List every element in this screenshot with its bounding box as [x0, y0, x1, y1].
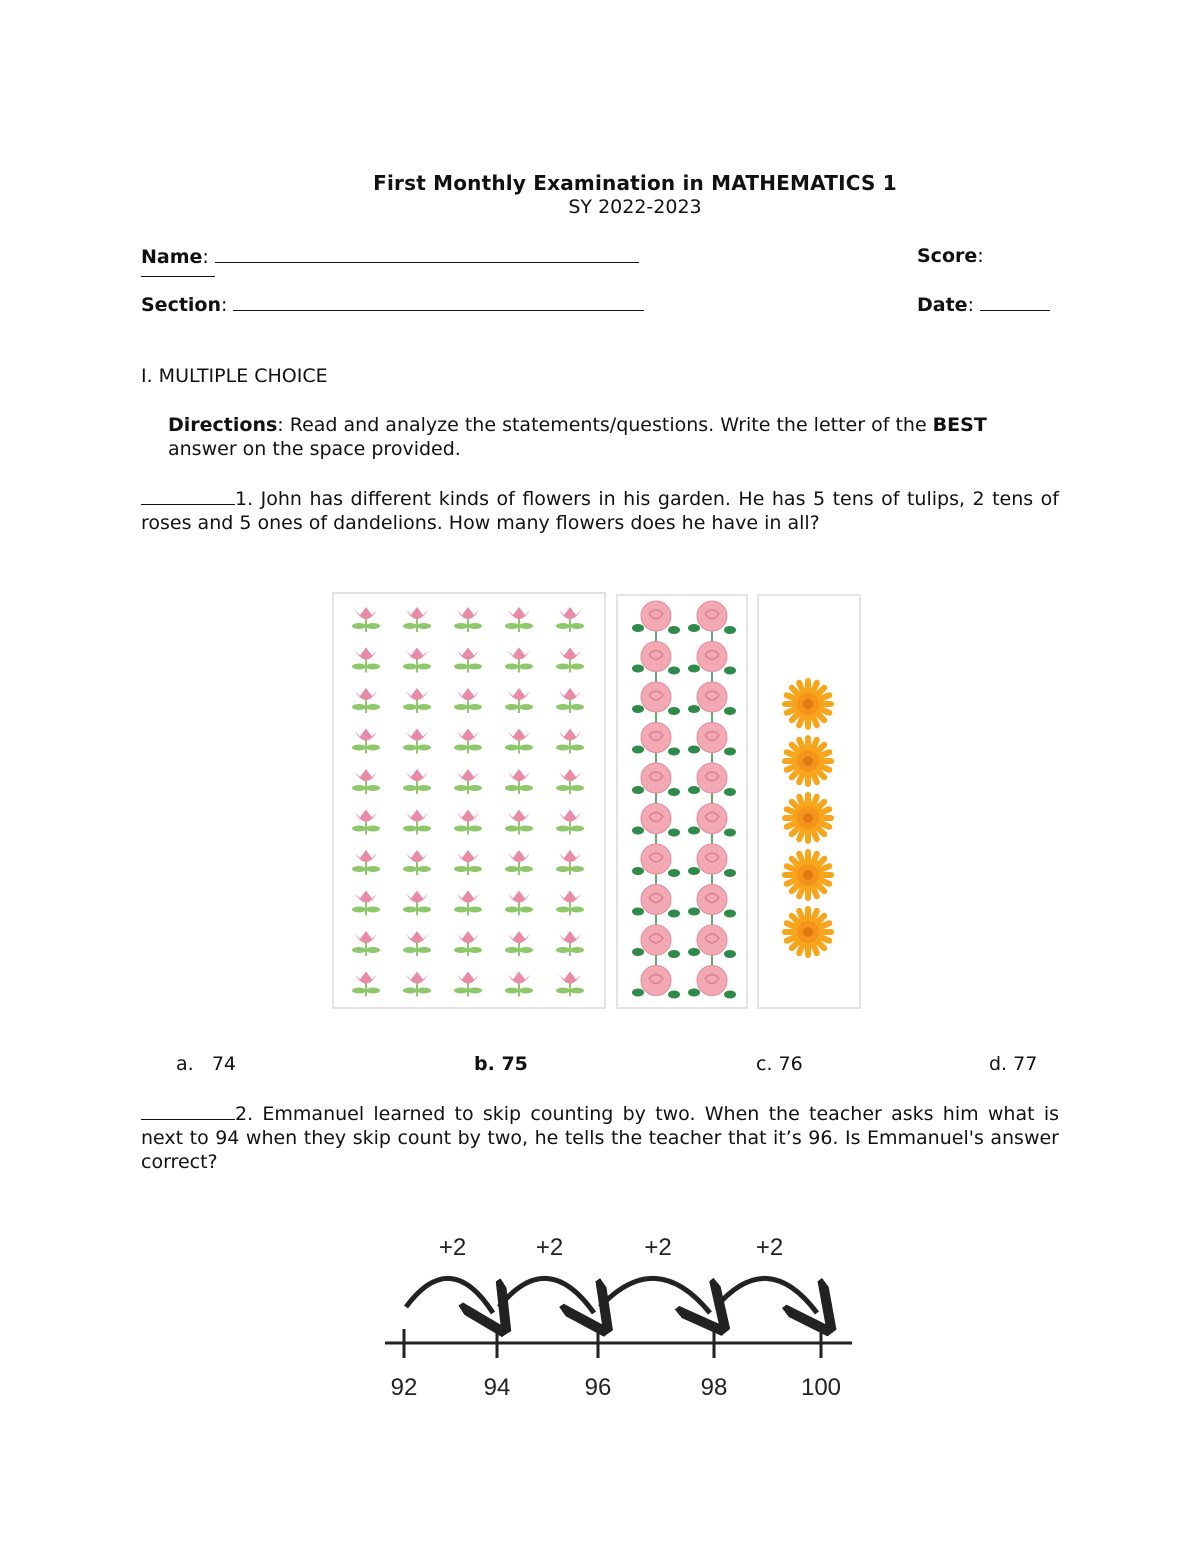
- jump-arrow: [406, 1278, 493, 1313]
- tulip: [556, 769, 584, 794]
- choice-d-letter: d.: [989, 1053, 1008, 1075]
- rose: [632, 682, 680, 715]
- tulip: [403, 648, 431, 673]
- tulip: [403, 607, 431, 632]
- jump-label: +2: [535, 1234, 564, 1261]
- answer-blank-1[interactable]: [141, 487, 235, 505]
- tulip: [352, 931, 380, 956]
- school-year: SY 2022-2023: [568, 196, 702, 218]
- rose: [632, 885, 680, 918]
- jump-arrow: [716, 1278, 817, 1313]
- date-label: Date: [917, 294, 968, 316]
- tulip: [403, 931, 431, 956]
- date-colon: :: [967, 294, 974, 316]
- tulip: [454, 729, 482, 754]
- tulip: [352, 810, 380, 835]
- rose: [632, 966, 680, 999]
- tulip: [556, 688, 584, 713]
- choice-b-letter: b.: [474, 1053, 495, 1075]
- rose: [688, 925, 736, 958]
- tulip: [352, 972, 380, 997]
- rose: [632, 601, 680, 634]
- jump-arrow: [600, 1278, 710, 1313]
- tulip: [556, 607, 584, 632]
- tulip: [352, 891, 380, 916]
- tulip: [454, 931, 482, 956]
- section-field: [141, 293, 644, 316]
- rose: [688, 601, 736, 634]
- roses-figure: [618, 596, 746, 1007]
- exam-title: First Monthly Examination in MATHEMATICS 1: [373, 171, 897, 195]
- dandelion: [785, 909, 831, 955]
- tulip: [556, 972, 584, 997]
- answer-blank-2[interactable]: [141, 1102, 235, 1120]
- tulip: [505, 850, 533, 875]
- tulip: [454, 891, 482, 916]
- tulip: [403, 891, 431, 916]
- rose: [688, 966, 736, 999]
- dandelion-panel: [757, 594, 861, 1009]
- tulip: [454, 688, 482, 713]
- number-line-figure: [370, 1225, 870, 1410]
- tulip: [403, 850, 431, 875]
- tulip: [556, 931, 584, 956]
- tulip: [556, 648, 584, 673]
- question-1: [141, 487, 1059, 535]
- rose: [688, 763, 736, 796]
- rose: [688, 844, 736, 877]
- rose: [632, 804, 680, 837]
- choice-c-value: 76: [778, 1053, 803, 1075]
- tulip: [403, 810, 431, 835]
- score-label: Score: [917, 245, 978, 267]
- tulip: [454, 648, 482, 673]
- section-colon: :: [221, 294, 228, 316]
- tick-label: 92: [390, 1374, 418, 1401]
- score-line[interactable]: [141, 276, 215, 277]
- question-2-text: Emmanuel learned to skip counting by two. When the teacher asks him what is next to 94 when they skip count by two, he tells the teacher that it’s 96. Is Emmanuel's answer correct?: [141, 1103, 1059, 1173]
- dandelions-figure: [759, 596, 859, 1007]
- tulip: [454, 769, 482, 794]
- choice-a-letter: a.: [176, 1053, 194, 1075]
- tulip: [352, 729, 380, 754]
- choice-c-letter: c.: [756, 1053, 773, 1075]
- tulip: [556, 891, 584, 916]
- question-2: [141, 1102, 1059, 1174]
- tick-label: 98: [700, 1374, 728, 1401]
- name-field: [141, 245, 639, 268]
- name-line[interactable]: [215, 245, 639, 263]
- directions-label: Directions: [168, 414, 278, 436]
- rose: [632, 723, 680, 756]
- question-2-number: 2.: [235, 1103, 254, 1125]
- name-label: Name: [141, 246, 203, 268]
- choice-d[interactable]: [989, 1053, 1037, 1075]
- rose: [688, 682, 736, 715]
- tulips-figure: [334, 594, 604, 1007]
- jump-label: +2: [755, 1234, 784, 1261]
- tulip: [352, 607, 380, 632]
- rose: [632, 925, 680, 958]
- part-heading: I. MULTIPLE CHOICE: [141, 365, 328, 387]
- tulip: [556, 810, 584, 835]
- tulip: [403, 769, 431, 794]
- question-1-text: John has different kinds of flowers in his garden. He has 5 tens of tulips, 2 tens of roses and 5 ones of dandelions. How many flowers does he have in all?: [141, 488, 1059, 534]
- rose: [688, 723, 736, 756]
- rose: [688, 885, 736, 918]
- score-field: [917, 245, 984, 267]
- tulip: [505, 729, 533, 754]
- tulip: [556, 850, 584, 875]
- tulip: [454, 850, 482, 875]
- question-1-number: 1.: [235, 488, 254, 510]
- tulip: [505, 891, 533, 916]
- jump-arrow: [499, 1278, 594, 1313]
- tulip: [352, 850, 380, 875]
- jump-label: +2: [438, 1234, 467, 1261]
- tick-label: 96: [584, 1374, 612, 1401]
- tulip: [403, 688, 431, 713]
- choice-b[interactable]: [474, 1053, 528, 1075]
- date-field: [917, 293, 1050, 316]
- choice-d-value: 77: [1013, 1053, 1038, 1075]
- rose-panel: [616, 594, 748, 1009]
- tulip: [505, 607, 533, 632]
- tulip: [505, 688, 533, 713]
- tulip-panel: [332, 592, 606, 1009]
- tulip: [505, 648, 533, 673]
- choice-a-value: 74: [211, 1053, 236, 1075]
- choice-c[interactable]: [756, 1053, 803, 1075]
- tulip: [454, 607, 482, 632]
- dandelion: [785, 738, 831, 784]
- dandelion: [785, 852, 831, 898]
- tulip: [556, 729, 584, 754]
- directions-text: : Read and analyze the statements/questions. Write the letter of the: [277, 414, 933, 436]
- tulip: [505, 769, 533, 794]
- score-colon: :: [977, 245, 984, 267]
- rose: [632, 844, 680, 877]
- tulip: [352, 769, 380, 794]
- choice-b-value: 75: [501, 1053, 528, 1075]
- tulip: [505, 931, 533, 956]
- tulip: [352, 688, 380, 713]
- rose: [688, 804, 736, 837]
- tick-label: 94: [483, 1374, 511, 1401]
- tulip: [505, 972, 533, 997]
- tulip: [403, 972, 431, 997]
- tulip: [352, 648, 380, 673]
- tulip: [454, 810, 482, 835]
- rose: [688, 642, 736, 675]
- choice-a[interactable]: [176, 1053, 236, 1075]
- directions: [168, 413, 1060, 461]
- jump-label: +2: [644, 1234, 672, 1261]
- rose: [632, 642, 680, 675]
- rose: [632, 763, 680, 796]
- section-line[interactable]: [233, 293, 644, 311]
- date-line[interactable]: [980, 293, 1050, 311]
- directions-emph: BEST: [932, 414, 987, 436]
- dandelion: [785, 681, 831, 727]
- tulip: [403, 729, 431, 754]
- tick-label: 100: [800, 1374, 842, 1401]
- tulip: [505, 810, 533, 835]
- section-label: Section: [141, 294, 222, 316]
- name-colon: :: [202, 246, 209, 268]
- directions-tail: answer on the space provided.: [168, 438, 461, 460]
- dandelion: [785, 795, 831, 841]
- tulip: [454, 972, 482, 997]
